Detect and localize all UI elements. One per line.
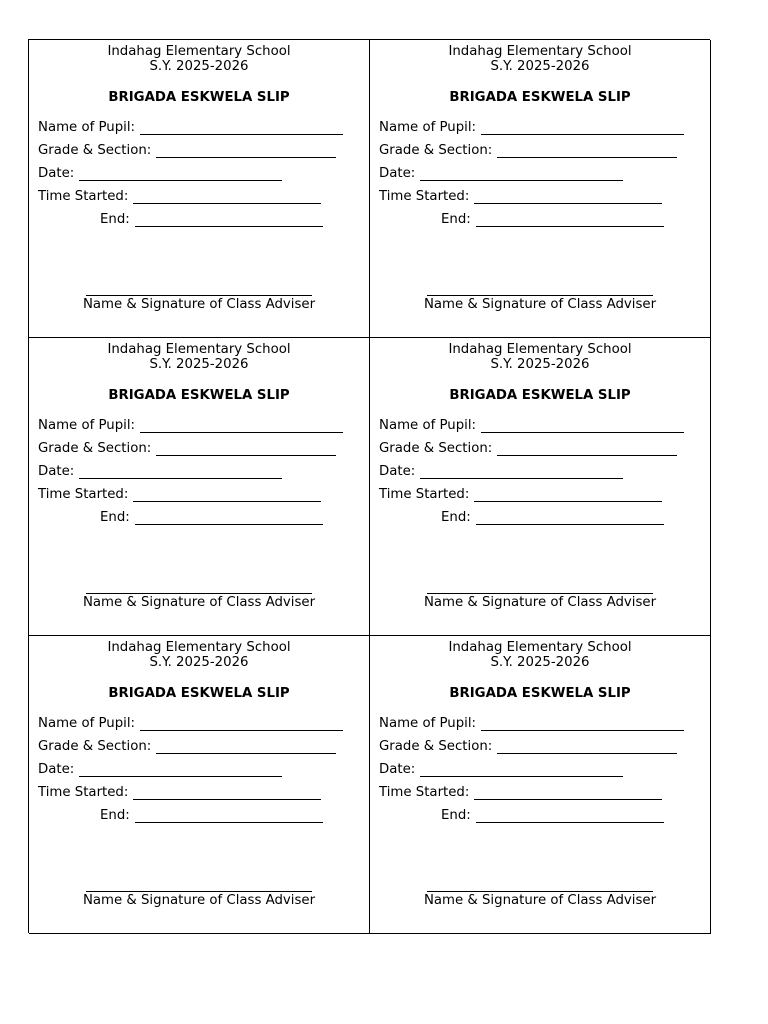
pupil-name-blank — [481, 718, 684, 731]
slip-card — [29, 338, 370, 636]
time-started-blank — [474, 191, 662, 204]
end-time-label: End: — [441, 510, 471, 525]
end-time-label: End: — [100, 510, 130, 525]
grade-section-label: Grade & Section: — [379, 143, 493, 158]
signature-label: Name & Signature of Class Adviser — [423, 297, 657, 312]
grade-section-label: Grade & Section: — [38, 739, 152, 754]
school-year: S.Y. 2025-2026 — [490, 357, 590, 372]
grade-section-blank — [156, 443, 336, 456]
slip-title: BRIGADA ESKWELA SLIP — [449, 90, 631, 105]
grade-section-label: Grade & Section: — [38, 441, 152, 456]
school-name: Indahag Elementary School — [448, 640, 632, 655]
time-started-label: Time Started: — [38, 189, 129, 204]
signature-label: Name & Signature of Class Adviser — [423, 595, 657, 610]
date-blank — [79, 168, 282, 181]
school-name: Indahag Elementary School — [107, 342, 291, 357]
grade-section-blank — [497, 741, 677, 754]
end-time-blank — [476, 810, 664, 823]
pupil-name-label: Name of Pupil: — [38, 120, 136, 135]
signature-label: Name & Signature of Class Adviser — [423, 893, 657, 908]
time-started-blank — [133, 191, 321, 204]
grade-section-blank — [156, 741, 336, 754]
slip-card — [370, 40, 711, 338]
school-name: Indahag Elementary School — [107, 640, 291, 655]
time-started-blank — [133, 489, 321, 502]
grade-section-blank — [156, 145, 336, 158]
school-year: S.Y. 2025-2026 — [149, 357, 249, 372]
slip-card — [370, 636, 711, 934]
grade-section-field — [38, 441, 336, 456]
time-started-label: Time Started: — [38, 487, 129, 502]
end-time-field — [100, 510, 323, 525]
date-field — [379, 166, 623, 181]
end-time-field — [100, 808, 323, 823]
pupil-name-field — [38, 418, 343, 433]
date-label: Date: — [379, 166, 416, 181]
end-time-label: End: — [100, 212, 130, 227]
grade-section-field — [379, 739, 677, 754]
date-blank — [79, 764, 282, 777]
pupil-name-blank — [140, 718, 343, 731]
pupil-name-field — [379, 120, 684, 135]
pupil-name-blank — [140, 122, 343, 135]
date-blank — [79, 466, 282, 479]
pupil-name-field — [379, 418, 684, 433]
time-started-field — [38, 189, 321, 204]
signature-label: Name & Signature of Class Adviser — [82, 297, 316, 312]
time-started-blank — [474, 787, 662, 800]
slip-title: BRIGADA ESKWELA SLIP — [108, 388, 290, 403]
signature-label: Name & Signature of Class Adviser — [82, 595, 316, 610]
pupil-name-label: Name of Pupil: — [379, 716, 477, 731]
school-year: S.Y. 2025-2026 — [490, 59, 590, 74]
end-time-label: End: — [441, 212, 471, 227]
pupil-name-blank — [140, 420, 343, 433]
end-time-blank — [135, 512, 323, 525]
date-blank — [420, 466, 623, 479]
school-name: Indahag Elementary School — [448, 44, 632, 59]
time-started-field — [38, 487, 321, 502]
pupil-name-field — [38, 716, 343, 731]
signature-line — [427, 593, 653, 594]
date-label: Date: — [379, 464, 416, 479]
pupil-name-label: Name of Pupil: — [38, 716, 136, 731]
time-started-field — [379, 785, 662, 800]
grade-section-label: Grade & Section: — [379, 739, 493, 754]
grade-section-blank — [497, 145, 677, 158]
school-year: S.Y. 2025-2026 — [149, 59, 249, 74]
date-label: Date: — [38, 166, 75, 181]
signature-line — [427, 295, 653, 296]
end-time-blank — [135, 214, 323, 227]
date-blank — [420, 764, 623, 777]
time-started-field — [379, 487, 662, 502]
end-time-field — [441, 510, 664, 525]
slips-sheet — [28, 39, 710, 933]
pupil-name-label: Name of Pupil: — [379, 418, 477, 433]
time-started-label: Time Started: — [379, 785, 470, 800]
school-name: Indahag Elementary School — [107, 44, 291, 59]
pupil-name-label: Name of Pupil: — [379, 120, 477, 135]
slip-card — [29, 40, 370, 338]
slip-card — [370, 338, 711, 636]
signature-line — [86, 891, 312, 892]
pupil-name-label: Name of Pupil: — [38, 418, 136, 433]
school-year: S.Y. 2025-2026 — [149, 655, 249, 670]
grade-section-blank — [497, 443, 677, 456]
date-blank — [420, 168, 623, 181]
pupil-name-blank — [481, 420, 684, 433]
end-time-blank — [135, 810, 323, 823]
end-time-field — [441, 808, 664, 823]
time-started-label: Time Started: — [379, 487, 470, 502]
date-label: Date: — [38, 464, 75, 479]
pupil-name-blank — [481, 122, 684, 135]
signature-line — [86, 593, 312, 594]
slip-card — [29, 636, 370, 934]
slip-title: BRIGADA ESKWELA SLIP — [108, 686, 290, 701]
pupil-name-field — [38, 120, 343, 135]
slip-title: BRIGADA ESKWELA SLIP — [108, 90, 290, 105]
date-field — [38, 166, 282, 181]
grade-section-field — [379, 143, 677, 158]
date-label: Date: — [38, 762, 75, 777]
signature-line — [427, 891, 653, 892]
end-time-blank — [476, 214, 664, 227]
date-field — [38, 762, 282, 777]
end-time-label: End: — [100, 808, 130, 823]
school-year: S.Y. 2025-2026 — [490, 655, 590, 670]
time-started-label: Time Started: — [379, 189, 470, 204]
time-started-field — [38, 785, 321, 800]
signature-line — [86, 295, 312, 296]
date-field — [379, 762, 623, 777]
end-time-label: End: — [441, 808, 471, 823]
time-started-blank — [133, 787, 321, 800]
grade-section-field — [38, 739, 336, 754]
time-started-label: Time Started: — [38, 785, 129, 800]
date-field — [379, 464, 623, 479]
signature-label: Name & Signature of Class Adviser — [82, 893, 316, 908]
grade-section-label: Grade & Section: — [38, 143, 152, 158]
slip-title: BRIGADA ESKWELA SLIP — [449, 388, 631, 403]
pupil-name-field — [379, 716, 684, 731]
school-name: Indahag Elementary School — [448, 342, 632, 357]
grade-section-label: Grade & Section: — [379, 441, 493, 456]
end-time-field — [100, 212, 323, 227]
end-time-blank — [476, 512, 664, 525]
time-started-field — [379, 189, 662, 204]
end-time-field — [441, 212, 664, 227]
date-field — [38, 464, 282, 479]
slip-title: BRIGADA ESKWELA SLIP — [449, 686, 631, 701]
date-label: Date: — [379, 762, 416, 777]
grade-section-field — [38, 143, 336, 158]
grade-section-field — [379, 441, 677, 456]
time-started-blank — [474, 489, 662, 502]
